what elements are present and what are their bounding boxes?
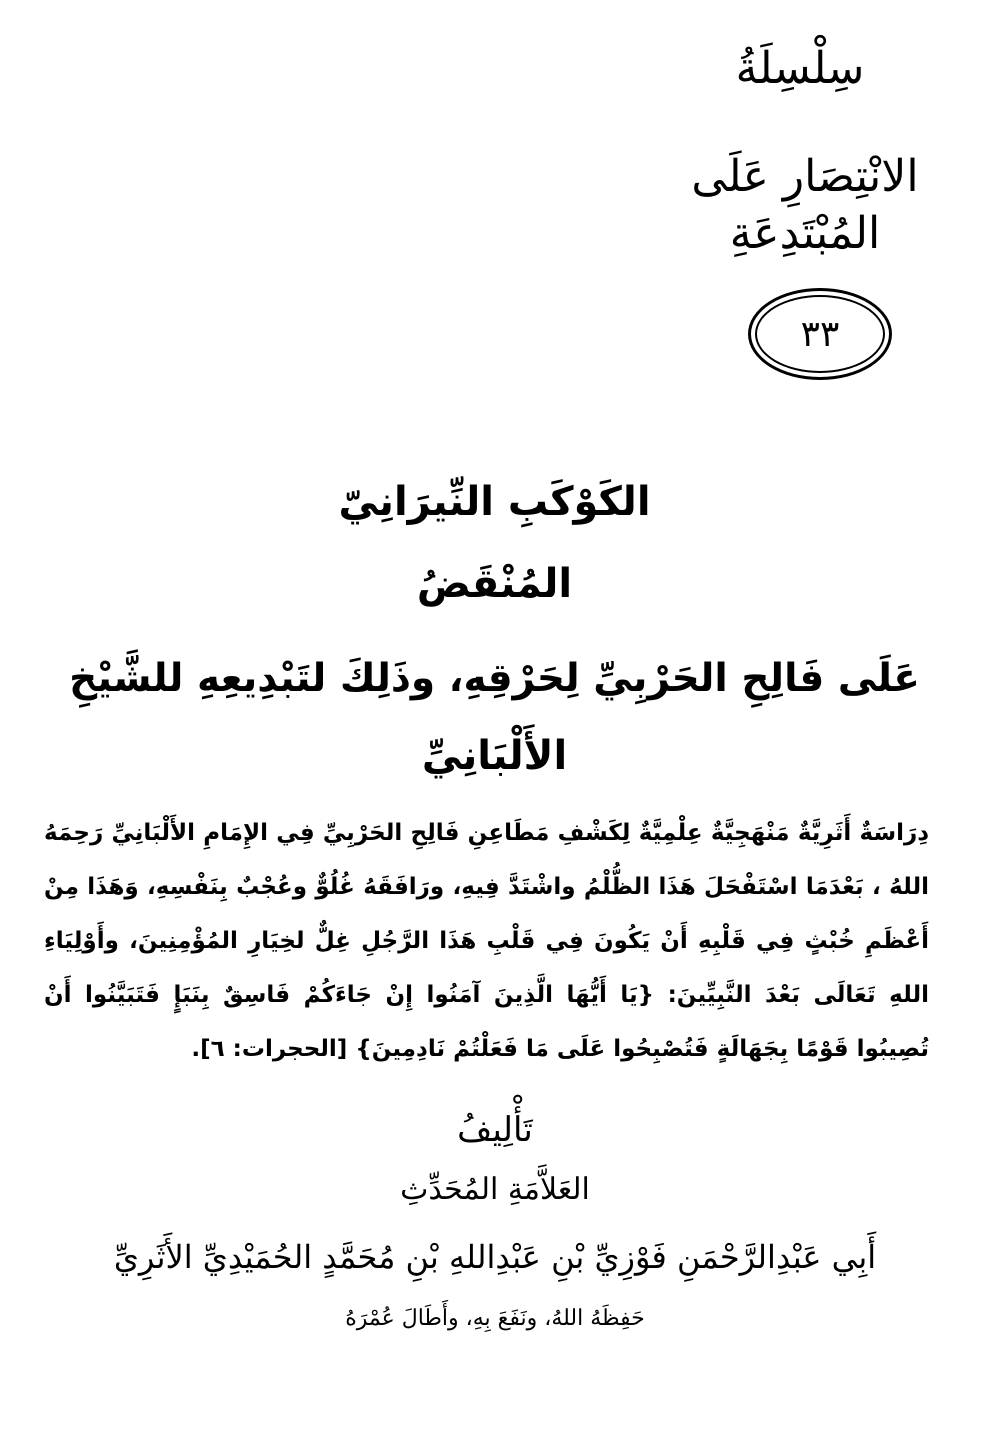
author-name: أَبِي عَبْدِالرَّحْمَنِ فَوْزِيِّ بْنِ عَبْدِاللهِ بْنِ مُحَمَّدٍ الحُمَيْدِيِّ الأَثَرِيِّ [113, 1238, 877, 1276]
title-line-1: الكَوْكَبِ النِّيرَانِيّ [338, 479, 651, 525]
scholar-title: العَلاَّمَةِ المُحَدِّثِ [400, 1172, 590, 1207]
title-line-2: المُنْقَضُ [416, 561, 573, 607]
series-number: ٣٣ [755, 295, 885, 373]
book-description [44, 806, 929, 1076]
series-name: الانْتِصَارِ عَلَى المُبْتَدِعَةِ [691, 151, 919, 260]
series-number-badge [748, 288, 892, 380]
authorship-label: تَأْلِيفُ [457, 1110, 533, 1150]
series-label: سِلْسِلَةُ [735, 43, 865, 94]
quran-quote: {يَا أَيُّهَا الَّذِينَ آمَنُوا إِنْ جَاءَكُمْ فَاسِقٌ بِنَبَإٍ فَتَبَيَّنُوا أَنْ تُصِيبُوا قَوْمًا بِجَهَالَةٍ فَتُصْبِحُوا عَلَى مَا فَعَلْتُمْ نَادِمِينَ} [44, 982, 929, 1062]
title-line-3: عَلَى فَالِحِ الحَرْبِيِّ لِحَرْقِهِ، وذَلِكَ لتَبْدِيعِهِ للشَّيْخِ [69, 656, 920, 701]
author-prayer: حَفِظَهُ اللهُ، ونَفَعَ بِهِ، وأَطَالَ عُمْرَهُ [345, 1306, 645, 1331]
description-text: دِرَاسَةٌ أَثَرِيَّةٌ مَنْهَجِيَّةٌ عِلْمِيَّةٌ لِكَشْفِ مَطَاعِنِ فَالِحِ الحَرْبِيِّ فِي الإِمَامِ الأَلْبَانِيِّ رَحِمَهُ اللهُ ، بَعْدَمَا اسْتَفْحَلَ هَذَا الظُّلْمُ واشْتَدَّ فِيهِ، ورَافَقَهُ غُلُوٌّ وعُجْبٌ بِنَفْسِهِ، وَهَذَا مِنْ أَعْظَمِ خُبْثٍ فِي قَلْبِهِ أَنْ يَكُونَ فِي قَلْبِ هَذَا الرَّجُلِ غِلٌّ لخِيَارِ المُؤْمِنِينَ، وأَوْلِيَاءِ اللهِ تَعَالَى بَعْدَ النَّبِيِّينَ: [44, 820, 930, 1008]
quran-citation: [الحجرات: ٦]. [191, 1036, 356, 1062]
title-line-4: الأَلْبَانِيِّ [421, 733, 568, 779]
